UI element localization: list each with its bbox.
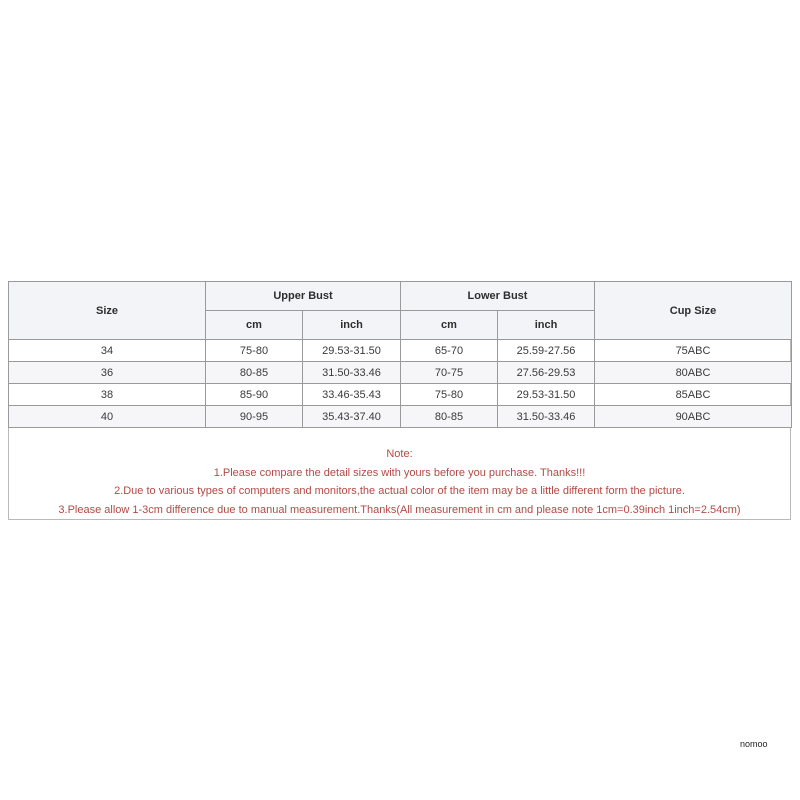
header-cup-size: Cup Size [595,282,792,340]
cell-upper-inch: 31.50-33.46 [303,362,401,384]
note-line: 2.Due to various types of computers and monitors,the actual color of the item may be a little different form the picture. [114,485,685,497]
cell-lower-cm: 75-80 [401,384,498,406]
size-chart [8,281,791,520]
table-row [9,340,792,362]
cell-lower-cm: 65-70 [401,340,498,362]
cell-upper-inch: 29.53-31.50 [303,340,401,362]
size-table [8,281,792,428]
cell-cup: 80ABC [595,362,792,384]
header-size: Size [9,282,206,340]
cell-cup: 85ABC [595,384,792,406]
header-upper-cm: cm [206,311,303,340]
header-upper-inch: inch [303,311,401,340]
cell-lower-inch: 29.53-31.50 [498,384,595,406]
brand-watermark: nomoo [740,739,768,749]
cell-lower-cm: 70-75 [401,362,498,384]
note-title: Note: [386,448,413,460]
table-row [9,406,792,428]
header-lower-cm: cm [401,311,498,340]
cell-cup: 90ABC [595,406,792,428]
note-line: 1.Please compare the detail sizes with yours before you purchase. Thanks!!! [213,466,586,479]
header-lower-inch: inch [498,311,595,340]
cell-lower-cm: 80-85 [401,406,498,428]
cell-size: 40 [9,406,206,428]
cell-lower-inch: 31.50-33.46 [498,406,595,428]
note-line: 3.Please allow 1-3cm difference due to manual measurement.Thanks(All measurement in cm and please note 1cm=0.39inch 1inch=2.54cm) [58,503,741,516]
header-lower-bust: Lower Bust [401,282,595,311]
cell-size: 38 [9,384,206,406]
notes-block [9,445,790,519]
cell-size: 34 [9,340,206,362]
cell-upper-cm: 80-85 [206,362,303,384]
cell-lower-inch: 25.59-27.56 [498,340,595,362]
cell-upper-cm: 85-90 [206,384,303,406]
table-row [9,384,792,406]
cell-upper-cm: 75-80 [206,340,303,362]
table-row [9,362,792,384]
cell-upper-cm: 90-95 [206,406,303,428]
header-upper-bust: Upper Bust [206,282,401,311]
cell-lower-inch: 27.56-29.53 [498,362,595,384]
cell-size: 36 [9,362,206,384]
cell-upper-inch: 33.46-35.43 [303,384,401,406]
cell-upper-inch: 35.43-37.40 [303,406,401,428]
cell-cup: 75ABC [595,340,792,362]
